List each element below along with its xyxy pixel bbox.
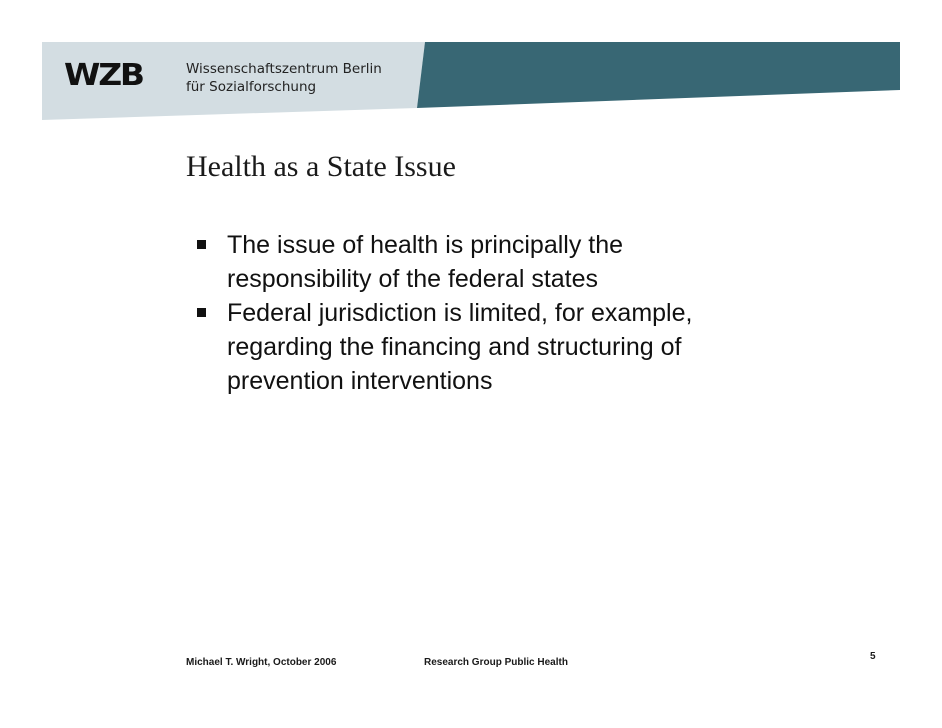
square-bullet-icon [197,308,206,317]
square-bullet-icon [197,240,206,249]
header-background [42,42,900,120]
header-dark-band [417,42,900,108]
footer-author-date: Michael T. Wright, October 2006 [186,657,337,668]
institute-name [186,60,382,96]
page-number: 5 [870,651,876,662]
slide-title: Health as a State Issue [186,150,456,183]
wzb-logo: WZB [64,58,143,93]
footer-research-group: Research Group Public Health [424,657,568,668]
bullet-text: The issue of health is principally the responsibility of the federal states [227,231,624,293]
institute-name-line2: für Sozialforschung [186,79,317,95]
bullet-list [196,228,736,398]
bullet-item [196,228,736,296]
institute-name-line1: Wissenschaftszentrum Berlin [186,61,382,77]
header-band [42,42,900,120]
bullet-item [196,296,736,398]
bullet-text: Federal jurisdiction is limited, for example, regarding the financing and structuring of prevention interventions [227,299,693,395]
